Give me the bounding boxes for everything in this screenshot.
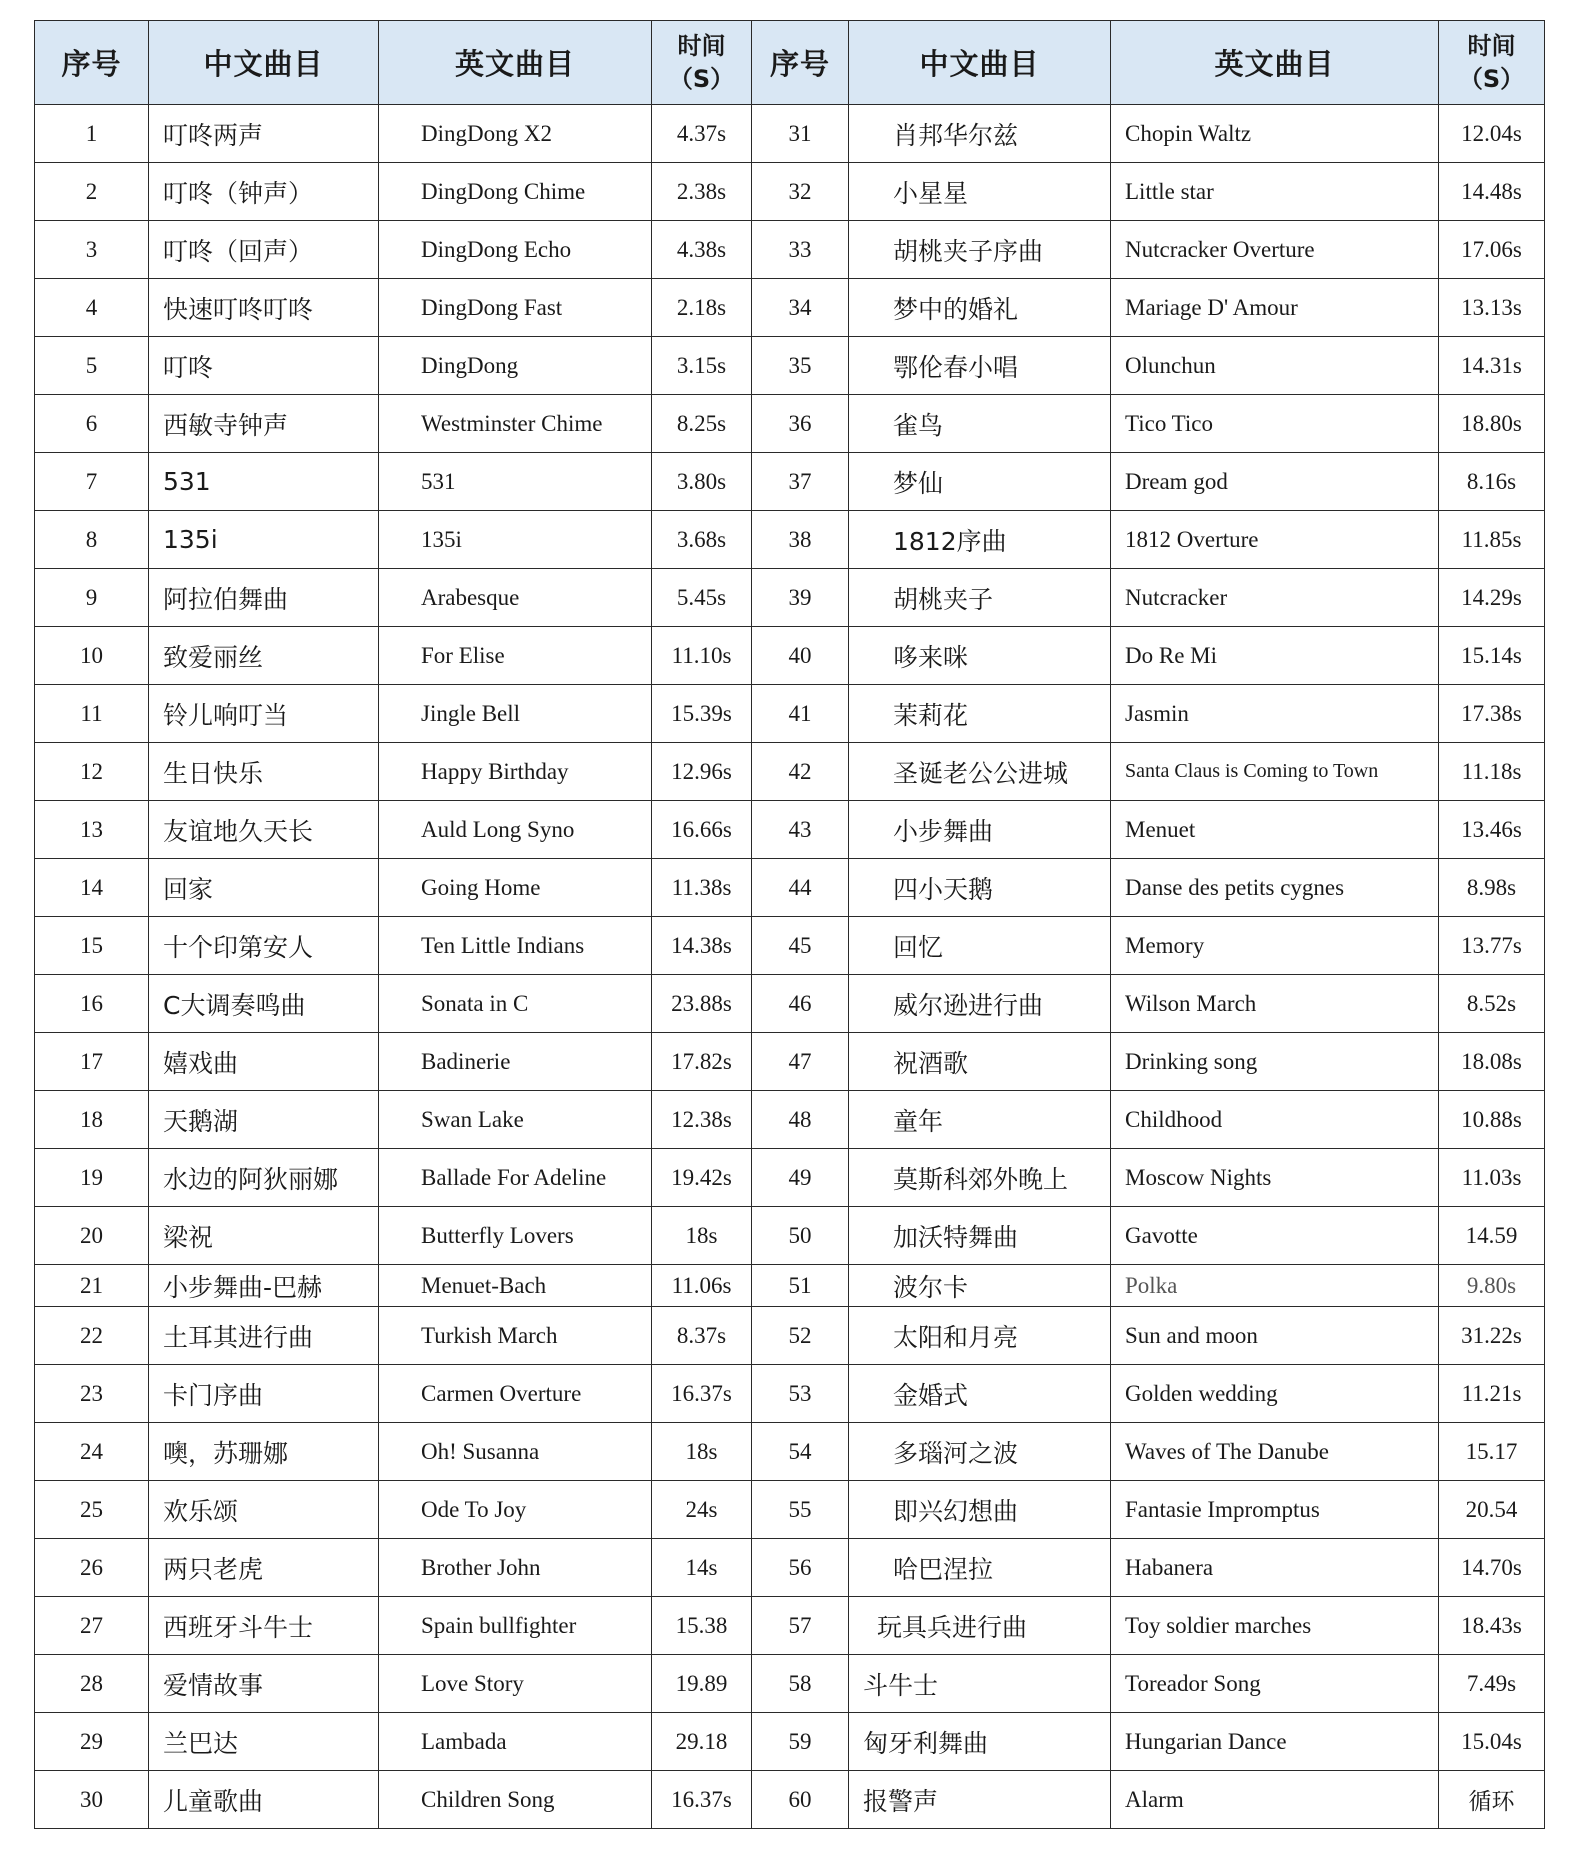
seq-cell: 39	[752, 569, 849, 627]
table-row	[35, 337, 1545, 395]
en-title-cell: Swan Lake	[379, 1091, 652, 1149]
seq-cell: 47	[752, 1033, 849, 1091]
en-title-cell: Children Song	[379, 1771, 652, 1829]
en-title-cell: Arabesque	[379, 569, 652, 627]
cn-title-cell: 童年	[849, 1091, 1111, 1149]
table-row	[35, 221, 1545, 279]
time-cell: 17.82s	[652, 1033, 752, 1091]
cn-title-cell: 噢，苏珊娜	[149, 1423, 379, 1481]
table-row	[35, 1265, 1545, 1307]
header-en-title-right: 英文曲目	[1111, 21, 1439, 105]
cn-title-cell: 十个印第安人	[149, 917, 379, 975]
seq-cell: 28	[35, 1655, 149, 1713]
cn-title-cell: 生日快乐	[149, 743, 379, 801]
time-cell: 24s	[652, 1481, 752, 1539]
time-cell: 15.39s	[652, 685, 752, 743]
cn-title-cell: 圣诞老公公进城	[849, 743, 1111, 801]
time-cell: 18.43s	[1439, 1597, 1545, 1655]
cn-title-cell: 西敏寺钟声	[149, 395, 379, 453]
time-cell: 14.38s	[652, 917, 752, 975]
header-time-right	[1439, 21, 1545, 105]
seq-cell: 49	[752, 1149, 849, 1207]
table-row	[35, 569, 1545, 627]
seq-cell: 13	[35, 801, 149, 859]
cn-title-cell: 梁祝	[149, 1207, 379, 1265]
time-cell: 8.98s	[1439, 859, 1545, 917]
seq-cell: 7	[35, 453, 149, 511]
table-row	[35, 859, 1545, 917]
time-cell: 16.66s	[652, 801, 752, 859]
time-cell: 19.42s	[652, 1149, 752, 1207]
en-title-cell: Tico Tico	[1111, 395, 1439, 453]
seq-cell: 19	[35, 1149, 149, 1207]
cn-title-cell: 快速叮咚叮咚	[149, 279, 379, 337]
seq-cell: 57	[752, 1597, 849, 1655]
cn-title-cell: 嬉戏曲	[149, 1033, 379, 1091]
cn-title-cell: 叮咚两声	[149, 105, 379, 163]
cn-title-cell: 小步舞曲-巴赫	[149, 1265, 379, 1307]
seq-cell: 45	[752, 917, 849, 975]
table-row	[35, 511, 1545, 569]
table-row	[35, 1091, 1545, 1149]
cn-title-cell: 135i	[149, 511, 379, 569]
seq-cell: 54	[752, 1423, 849, 1481]
time-cell: 12.38s	[652, 1091, 752, 1149]
en-title-cell: Drinking song	[1111, 1033, 1439, 1091]
en-title-cell: Wilson March	[1111, 975, 1439, 1033]
en-title-cell: Menuet	[1111, 801, 1439, 859]
cn-title-cell: 西班牙斗牛士	[149, 1597, 379, 1655]
table-row	[35, 1423, 1545, 1481]
time-cell: 8.16s	[1439, 453, 1545, 511]
time-cell: 15.38	[652, 1597, 752, 1655]
header-time-unit: （S）	[668, 64, 735, 93]
table-row	[35, 279, 1545, 337]
seq-cell: 12	[35, 743, 149, 801]
cn-title-cell: 回家	[149, 859, 379, 917]
en-title-cell: 135i	[379, 511, 652, 569]
cn-title-cell: 匈牙利舞曲	[849, 1713, 1111, 1771]
time-cell: 3.68s	[652, 511, 752, 569]
seq-cell: 21	[35, 1265, 149, 1307]
time-cell: 14.31s	[1439, 337, 1545, 395]
table-row	[35, 1307, 1545, 1365]
seq-cell: 1	[35, 105, 149, 163]
time-cell: 17.38s	[1439, 685, 1545, 743]
en-title-cell: Olunchun	[1111, 337, 1439, 395]
cn-title-cell: 土耳其进行曲	[149, 1307, 379, 1365]
header-seq-left: 序号	[35, 21, 149, 105]
seq-cell: 34	[752, 279, 849, 337]
en-title-cell: Danse des petits cygnes	[1111, 859, 1439, 917]
seq-cell: 60	[752, 1771, 849, 1829]
en-title-cell: DingDong	[379, 337, 652, 395]
en-title-cell: Waves of The Danube	[1111, 1423, 1439, 1481]
seq-cell: 44	[752, 859, 849, 917]
en-title-cell: 1812 Overture	[1111, 511, 1439, 569]
table-row	[35, 975, 1545, 1033]
en-title-cell: Spain bullfighter	[379, 1597, 652, 1655]
en-title-cell: Jingle Bell	[379, 685, 652, 743]
seq-cell: 46	[752, 975, 849, 1033]
seq-cell: 29	[35, 1713, 149, 1771]
time-cell: 11.18s	[1439, 743, 1545, 801]
header-cn-title-right: 中文曲目	[849, 21, 1111, 105]
cn-title-cell: 祝酒歌	[849, 1033, 1111, 1091]
header-time-label: 时间	[677, 32, 726, 61]
cn-title-cell: 531	[149, 453, 379, 511]
en-title-cell: Sun and moon	[1111, 1307, 1439, 1365]
time-cell: 11.03s	[1439, 1149, 1545, 1207]
time-cell: 18s	[652, 1423, 752, 1481]
cn-title-cell: 胡桃夹子序曲	[849, 221, 1111, 279]
time-cell: 16.37s	[652, 1365, 752, 1423]
en-title-cell: Little star	[1111, 163, 1439, 221]
cn-title-cell: 哈巴涅拉	[849, 1539, 1111, 1597]
cn-title-cell: 欢乐颂	[149, 1481, 379, 1539]
en-title-cell: Turkish March	[379, 1307, 652, 1365]
table-row	[35, 453, 1545, 511]
cn-title-cell: 威尔逊进行曲	[849, 975, 1111, 1033]
cn-title-cell: 水边的阿狄丽娜	[149, 1149, 379, 1207]
seq-cell: 30	[35, 1771, 149, 1829]
en-title-cell: Golden wedding	[1111, 1365, 1439, 1423]
table-row	[35, 1033, 1545, 1091]
table-row	[35, 1597, 1545, 1655]
en-title-cell: Ballade For Adeline	[379, 1149, 652, 1207]
time-cell: 8.37s	[652, 1307, 752, 1365]
cn-title-cell: 梦仙	[849, 453, 1111, 511]
time-cell: 4.37s	[652, 105, 752, 163]
song-table	[34, 20, 1545, 1829]
time-cell: 18.08s	[1439, 1033, 1545, 1091]
cn-title-cell: 玩具兵进行曲	[849, 1597, 1111, 1655]
en-title-cell: Ten Little Indians	[379, 917, 652, 975]
time-cell: 14.59	[1439, 1207, 1545, 1265]
en-title-cell: Nutcracker Overture	[1111, 221, 1439, 279]
cn-title-cell: 雀鸟	[849, 395, 1111, 453]
en-title-cell: Auld Long Syno	[379, 801, 652, 859]
en-title-cell: Childhood	[1111, 1091, 1439, 1149]
time-cell: 3.80s	[652, 453, 752, 511]
time-cell: 2.18s	[652, 279, 752, 337]
time-cell: 18.80s	[1439, 395, 1545, 453]
seq-cell: 58	[752, 1655, 849, 1713]
time-cell: 29.18	[652, 1713, 752, 1771]
cn-title-cell: 波尔卡	[849, 1265, 1111, 1307]
time-cell: 8.25s	[652, 395, 752, 453]
cn-title-cell: 金婚式	[849, 1365, 1111, 1423]
time-cell: 11.21s	[1439, 1365, 1545, 1423]
en-title-cell: Moscow Nights	[1111, 1149, 1439, 1207]
table-row	[35, 1655, 1545, 1713]
en-title-cell: Do Re Mi	[1111, 627, 1439, 685]
time-cell: 20.54	[1439, 1481, 1545, 1539]
en-title-cell: Oh! Susanna	[379, 1423, 652, 1481]
seq-cell: 2	[35, 163, 149, 221]
seq-cell: 59	[752, 1713, 849, 1771]
cn-title-cell: 肖邦华尔兹	[849, 105, 1111, 163]
time-cell: 14.70s	[1439, 1539, 1545, 1597]
seq-cell: 35	[752, 337, 849, 395]
seq-cell: 43	[752, 801, 849, 859]
en-title-cell: Polka	[1111, 1265, 1439, 1307]
seq-cell: 10	[35, 627, 149, 685]
seq-cell: 31	[752, 105, 849, 163]
cn-title-cell: 友谊地久天长	[149, 801, 379, 859]
table-row	[35, 1713, 1545, 1771]
seq-cell: 37	[752, 453, 849, 511]
time-cell: 12.04s	[1439, 105, 1545, 163]
en-title-cell: Memory	[1111, 917, 1439, 975]
table-row	[35, 395, 1545, 453]
time-cell: 13.77s	[1439, 917, 1545, 975]
seq-cell: 6	[35, 395, 149, 453]
en-title-cell: Brother John	[379, 1539, 652, 1597]
cn-title-cell: 儿童歌曲	[149, 1771, 379, 1829]
en-title-cell: Habanera	[1111, 1539, 1439, 1597]
en-title-cell: Toreador Song	[1111, 1655, 1439, 1713]
en-title-cell: Nutcracker	[1111, 569, 1439, 627]
table-body	[35, 105, 1545, 1829]
cn-title-cell: C大调奏鸣曲	[149, 975, 379, 1033]
seq-cell: 36	[752, 395, 849, 453]
seq-cell: 51	[752, 1265, 849, 1307]
cn-title-cell: 叮咚（回声）	[149, 221, 379, 279]
time-cell: 14.48s	[1439, 163, 1545, 221]
en-title-cell: Alarm	[1111, 1771, 1439, 1829]
seq-cell: 38	[752, 511, 849, 569]
time-cell: 9.80s	[1439, 1265, 1545, 1307]
table-row	[35, 627, 1545, 685]
seq-cell: 56	[752, 1539, 849, 1597]
seq-cell: 9	[35, 569, 149, 627]
seq-cell: 48	[752, 1091, 849, 1149]
time-cell: 8.52s	[1439, 975, 1545, 1033]
cn-title-cell: 回忆	[849, 917, 1111, 975]
table-row	[35, 917, 1545, 975]
time-cell: 15.17	[1439, 1423, 1545, 1481]
cn-title-cell: 兰巴达	[149, 1713, 379, 1771]
seq-cell: 22	[35, 1307, 149, 1365]
en-title-cell: 531	[379, 453, 652, 511]
en-title-cell: Carmen Overture	[379, 1365, 652, 1423]
table-row	[35, 1539, 1545, 1597]
time-cell: 14.29s	[1439, 569, 1545, 627]
en-title-cell: Badinerie	[379, 1033, 652, 1091]
seq-cell: 20	[35, 1207, 149, 1265]
header-cn-title-left: 中文曲目	[149, 21, 379, 105]
en-title-cell: Love Story	[379, 1655, 652, 1713]
seq-cell: 53	[752, 1365, 849, 1423]
time-cell: 11.85s	[1439, 511, 1545, 569]
en-title-cell: Chopin Waltz	[1111, 105, 1439, 163]
cn-title-cell: 1812序曲	[849, 511, 1111, 569]
time-cell: 11.38s	[652, 859, 752, 917]
time-cell: 4.38s	[652, 221, 752, 279]
cn-title-cell: 阿拉伯舞曲	[149, 569, 379, 627]
en-title-cell: DingDong X2	[379, 105, 652, 163]
seq-cell: 25	[35, 1481, 149, 1539]
seq-cell: 15	[35, 917, 149, 975]
cn-title-cell: 致爱丽丝	[149, 627, 379, 685]
en-title-cell: Toy soldier marches	[1111, 1597, 1439, 1655]
en-title-cell: Hungarian Dance	[1111, 1713, 1439, 1771]
table-row	[35, 1771, 1545, 1829]
en-title-cell: Lambada	[379, 1713, 652, 1771]
en-title-cell: Gavotte	[1111, 1207, 1439, 1265]
en-title-cell: For Elise	[379, 627, 652, 685]
time-cell: 5.45s	[652, 569, 752, 627]
cn-title-cell: 胡桃夹子	[849, 569, 1111, 627]
cn-title-cell: 茉莉花	[849, 685, 1111, 743]
table-row	[35, 801, 1545, 859]
time-cell: 12.96s	[652, 743, 752, 801]
time-cell: 7.49s	[1439, 1655, 1545, 1713]
cn-title-cell: 太阳和月亮	[849, 1307, 1111, 1365]
seq-cell: 42	[752, 743, 849, 801]
seq-cell: 8	[35, 511, 149, 569]
cn-title-cell: 叮咚（钟声）	[149, 163, 379, 221]
time-cell: 18s	[652, 1207, 752, 1265]
time-cell: 16.37s	[652, 1771, 752, 1829]
en-title-cell: DingDong Fast	[379, 279, 652, 337]
time-cell: 3.15s	[652, 337, 752, 395]
table-row	[35, 1481, 1545, 1539]
header-time-left	[652, 21, 752, 105]
cn-title-cell: 卡门序曲	[149, 1365, 379, 1423]
seq-cell: 26	[35, 1539, 149, 1597]
time-cell: 23.88s	[652, 975, 752, 1033]
cn-title-cell: 鄂伦春小唱	[849, 337, 1111, 395]
cn-title-cell: 天鹅湖	[149, 1091, 379, 1149]
header-time-unit: （S）	[1458, 64, 1525, 93]
seq-cell: 33	[752, 221, 849, 279]
time-cell: 13.13s	[1439, 279, 1545, 337]
cn-title-cell: 两只老虎	[149, 1539, 379, 1597]
cn-title-cell: 哆来咪	[849, 627, 1111, 685]
table-row	[35, 685, 1545, 743]
time-cell: 循环	[1439, 1771, 1545, 1829]
time-cell: 11.06s	[652, 1265, 752, 1307]
en-title-cell: DingDong Echo	[379, 221, 652, 279]
cn-title-cell: 即兴幻想曲	[849, 1481, 1111, 1539]
cn-title-cell: 莫斯科郊外晚上	[849, 1149, 1111, 1207]
time-cell: 13.46s	[1439, 801, 1545, 859]
cn-title-cell: 斗牛士	[849, 1655, 1111, 1713]
seq-cell: 16	[35, 975, 149, 1033]
header-en-title-left: 英文曲目	[379, 21, 652, 105]
seq-cell: 3	[35, 221, 149, 279]
cn-title-cell: 叮咚	[149, 337, 379, 395]
header-seq-right: 序号	[752, 21, 849, 105]
time-cell: 31.22s	[1439, 1307, 1545, 1365]
en-title-cell: Dream god	[1111, 453, 1439, 511]
seq-cell: 24	[35, 1423, 149, 1481]
en-title-cell: Mariage D' Amour	[1111, 279, 1439, 337]
cn-title-cell: 铃儿响叮当	[149, 685, 379, 743]
header-time-label: 时间	[1467, 32, 1516, 61]
table-row	[35, 1149, 1545, 1207]
seq-cell: 11	[35, 685, 149, 743]
seq-cell: 17	[35, 1033, 149, 1091]
table-row	[35, 105, 1545, 163]
time-cell: 2.38s	[652, 163, 752, 221]
seq-cell: 52	[752, 1307, 849, 1365]
en-title-cell: Fantasie Impromptus	[1111, 1481, 1439, 1539]
en-title-cell: Jasmin	[1111, 685, 1439, 743]
time-cell: 15.04s	[1439, 1713, 1545, 1771]
cn-title-cell: 梦中的婚礼	[849, 279, 1111, 337]
cn-title-cell: 加沃特舞曲	[849, 1207, 1111, 1265]
cn-title-cell: 小星星	[849, 163, 1111, 221]
en-title-cell: Ode To Joy	[379, 1481, 652, 1539]
seq-cell: 50	[752, 1207, 849, 1265]
en-title-cell: Happy Birthday	[379, 743, 652, 801]
seq-cell: 18	[35, 1091, 149, 1149]
en-title-cell: Sonata in C	[379, 975, 652, 1033]
time-cell: 15.14s	[1439, 627, 1545, 685]
seq-cell: 4	[35, 279, 149, 337]
table-row	[35, 743, 1545, 801]
cn-title-cell: 多瑙河之波	[849, 1423, 1111, 1481]
cn-title-cell: 爱情故事	[149, 1655, 379, 1713]
table-header	[35, 21, 1545, 105]
table-row	[35, 163, 1545, 221]
en-title-cell: Santa Claus is Coming to Town	[1111, 743, 1439, 801]
cn-title-cell: 四小天鹅	[849, 859, 1111, 917]
time-cell: 11.10s	[652, 627, 752, 685]
en-title-cell: Going Home	[379, 859, 652, 917]
seq-cell: 32	[752, 163, 849, 221]
time-cell: 14s	[652, 1539, 752, 1597]
seq-cell: 55	[752, 1481, 849, 1539]
en-title-cell: Menuet-Bach	[379, 1265, 652, 1307]
time-cell: 10.88s	[1439, 1091, 1545, 1149]
table-row	[35, 1207, 1545, 1265]
cn-title-cell: 小步舞曲	[849, 801, 1111, 859]
table-row	[35, 1365, 1545, 1423]
seq-cell: 27	[35, 1597, 149, 1655]
seq-cell: 41	[752, 685, 849, 743]
seq-cell: 5	[35, 337, 149, 395]
en-title-cell: Butterfly Lovers	[379, 1207, 652, 1265]
time-cell: 17.06s	[1439, 221, 1545, 279]
seq-cell: 23	[35, 1365, 149, 1423]
time-cell: 19.89	[652, 1655, 752, 1713]
seq-cell: 40	[752, 627, 849, 685]
cn-title-cell: 报警声	[849, 1771, 1111, 1829]
seq-cell: 14	[35, 859, 149, 917]
en-title-cell: DingDong Chime	[379, 163, 652, 221]
en-title-cell: Westminster Chime	[379, 395, 652, 453]
